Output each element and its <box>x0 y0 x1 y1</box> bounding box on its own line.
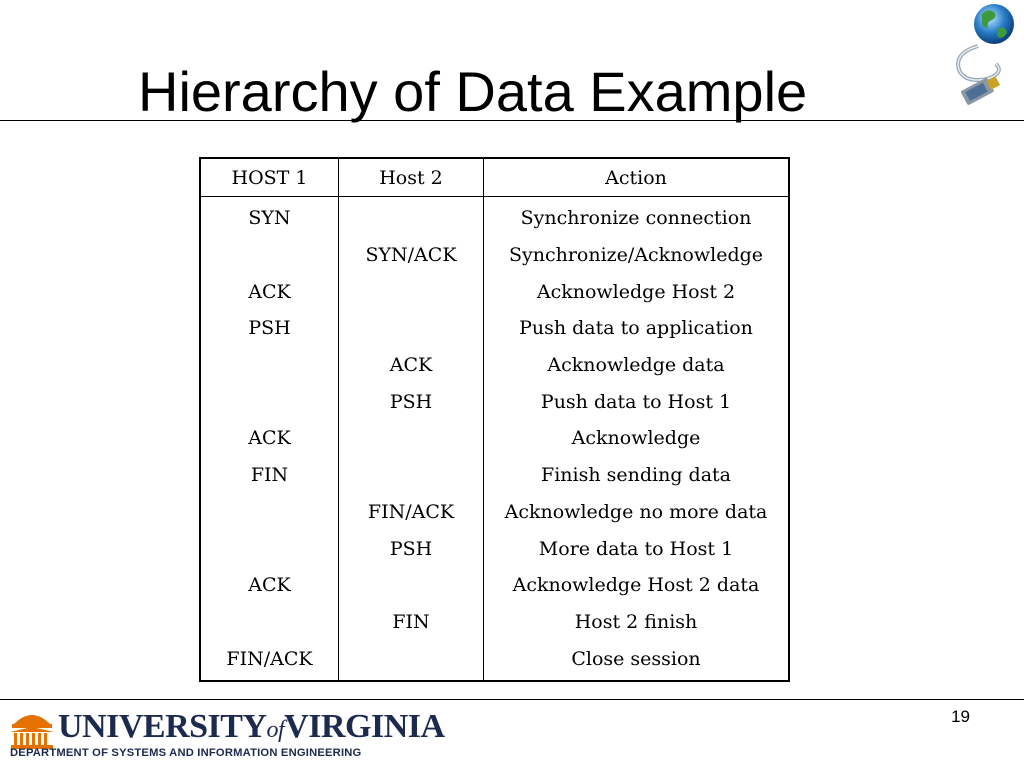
action-cell: Finish sending data <box>484 457 790 494</box>
host1-cell: ACK <box>200 273 339 310</box>
table-row <box>200 530 789 567</box>
action-cell: Host 2 finish <box>484 604 790 641</box>
tcp-exchange-table <box>199 157 790 682</box>
host1-cell: SYN <box>200 197 339 237</box>
action-cell: Acknowledge <box>484 420 790 457</box>
footer-divider <box>0 699 1024 700</box>
university-logo <box>10 706 445 762</box>
column-header-host1: HOST 1 <box>200 158 339 197</box>
action-cell: Close session <box>484 640 790 681</box>
host1-cell <box>200 237 339 274</box>
table-row <box>200 567 789 604</box>
university-name-of: of <box>266 717 285 743</box>
host1-cell: ACK <box>200 567 339 604</box>
host2-cell: SYN/ACK <box>339 237 484 274</box>
host2-cell: PSH <box>339 383 484 420</box>
action-cell: Synchronize connection <box>484 197 790 237</box>
host1-cell <box>200 347 339 384</box>
table-header-row <box>200 158 789 197</box>
column-header-host2: Host 2 <box>339 158 484 197</box>
table-row <box>200 640 789 681</box>
table-row <box>200 347 789 384</box>
department-name: DEPARTMENT OF SYSTEMS AND INFORMATION ENGINEERING <box>10 747 362 759</box>
host2-cell: ACK <box>339 347 484 384</box>
action-cell: Synchronize/Acknowledge <box>484 237 790 274</box>
university-name-part2: VIRGINIA <box>284 708 445 745</box>
host2-cell: PSH <box>339 530 484 567</box>
host2-cell <box>339 567 484 604</box>
host2-cell <box>339 457 484 494</box>
host2-cell <box>339 310 484 347</box>
table-row <box>200 383 789 420</box>
host2-cell <box>339 273 484 310</box>
action-cell: Acknowledge Host 2 <box>484 273 790 310</box>
table-row <box>200 457 789 494</box>
table-row <box>200 237 789 274</box>
slide-title: Hierarchy of Data Example <box>138 60 808 123</box>
host1-cell <box>200 604 339 641</box>
action-cell: Push data to Host 1 <box>484 383 790 420</box>
table-row <box>200 273 789 310</box>
host2-cell: FIN <box>339 604 484 641</box>
host1-cell: FIN <box>200 457 339 494</box>
host1-cell: FIN/ACK <box>200 640 339 681</box>
table-row <box>200 310 789 347</box>
action-cell: Acknowledge Host 2 data <box>484 567 790 604</box>
page-number: 19 <box>951 707 970 726</box>
action-cell: Push data to application <box>484 310 790 347</box>
university-name-part1: UNIVERSITY <box>58 708 267 745</box>
host1-cell: ACK <box>200 420 339 457</box>
host1-cell <box>200 494 339 531</box>
table-row <box>200 420 789 457</box>
title-divider <box>0 120 1024 121</box>
table-row <box>200 494 789 531</box>
table-row <box>200 604 789 641</box>
globe-network-cable-icon <box>944 2 1022 110</box>
host2-cell <box>339 197 484 237</box>
host1-cell <box>200 530 339 567</box>
action-cell: Acknowledge data <box>484 347 790 384</box>
host2-cell <box>339 420 484 457</box>
university-name <box>58 710 445 744</box>
table-row <box>200 197 789 237</box>
host2-cell <box>339 640 484 681</box>
rotunda-icon <box>10 708 54 750</box>
action-cell: Acknowledge no more data <box>484 494 790 531</box>
host2-cell: FIN/ACK <box>339 494 484 531</box>
action-cell: More data to Host 1 <box>484 530 790 567</box>
host1-cell <box>200 383 339 420</box>
host1-cell: PSH <box>200 310 339 347</box>
column-header-action: Action <box>484 158 790 197</box>
